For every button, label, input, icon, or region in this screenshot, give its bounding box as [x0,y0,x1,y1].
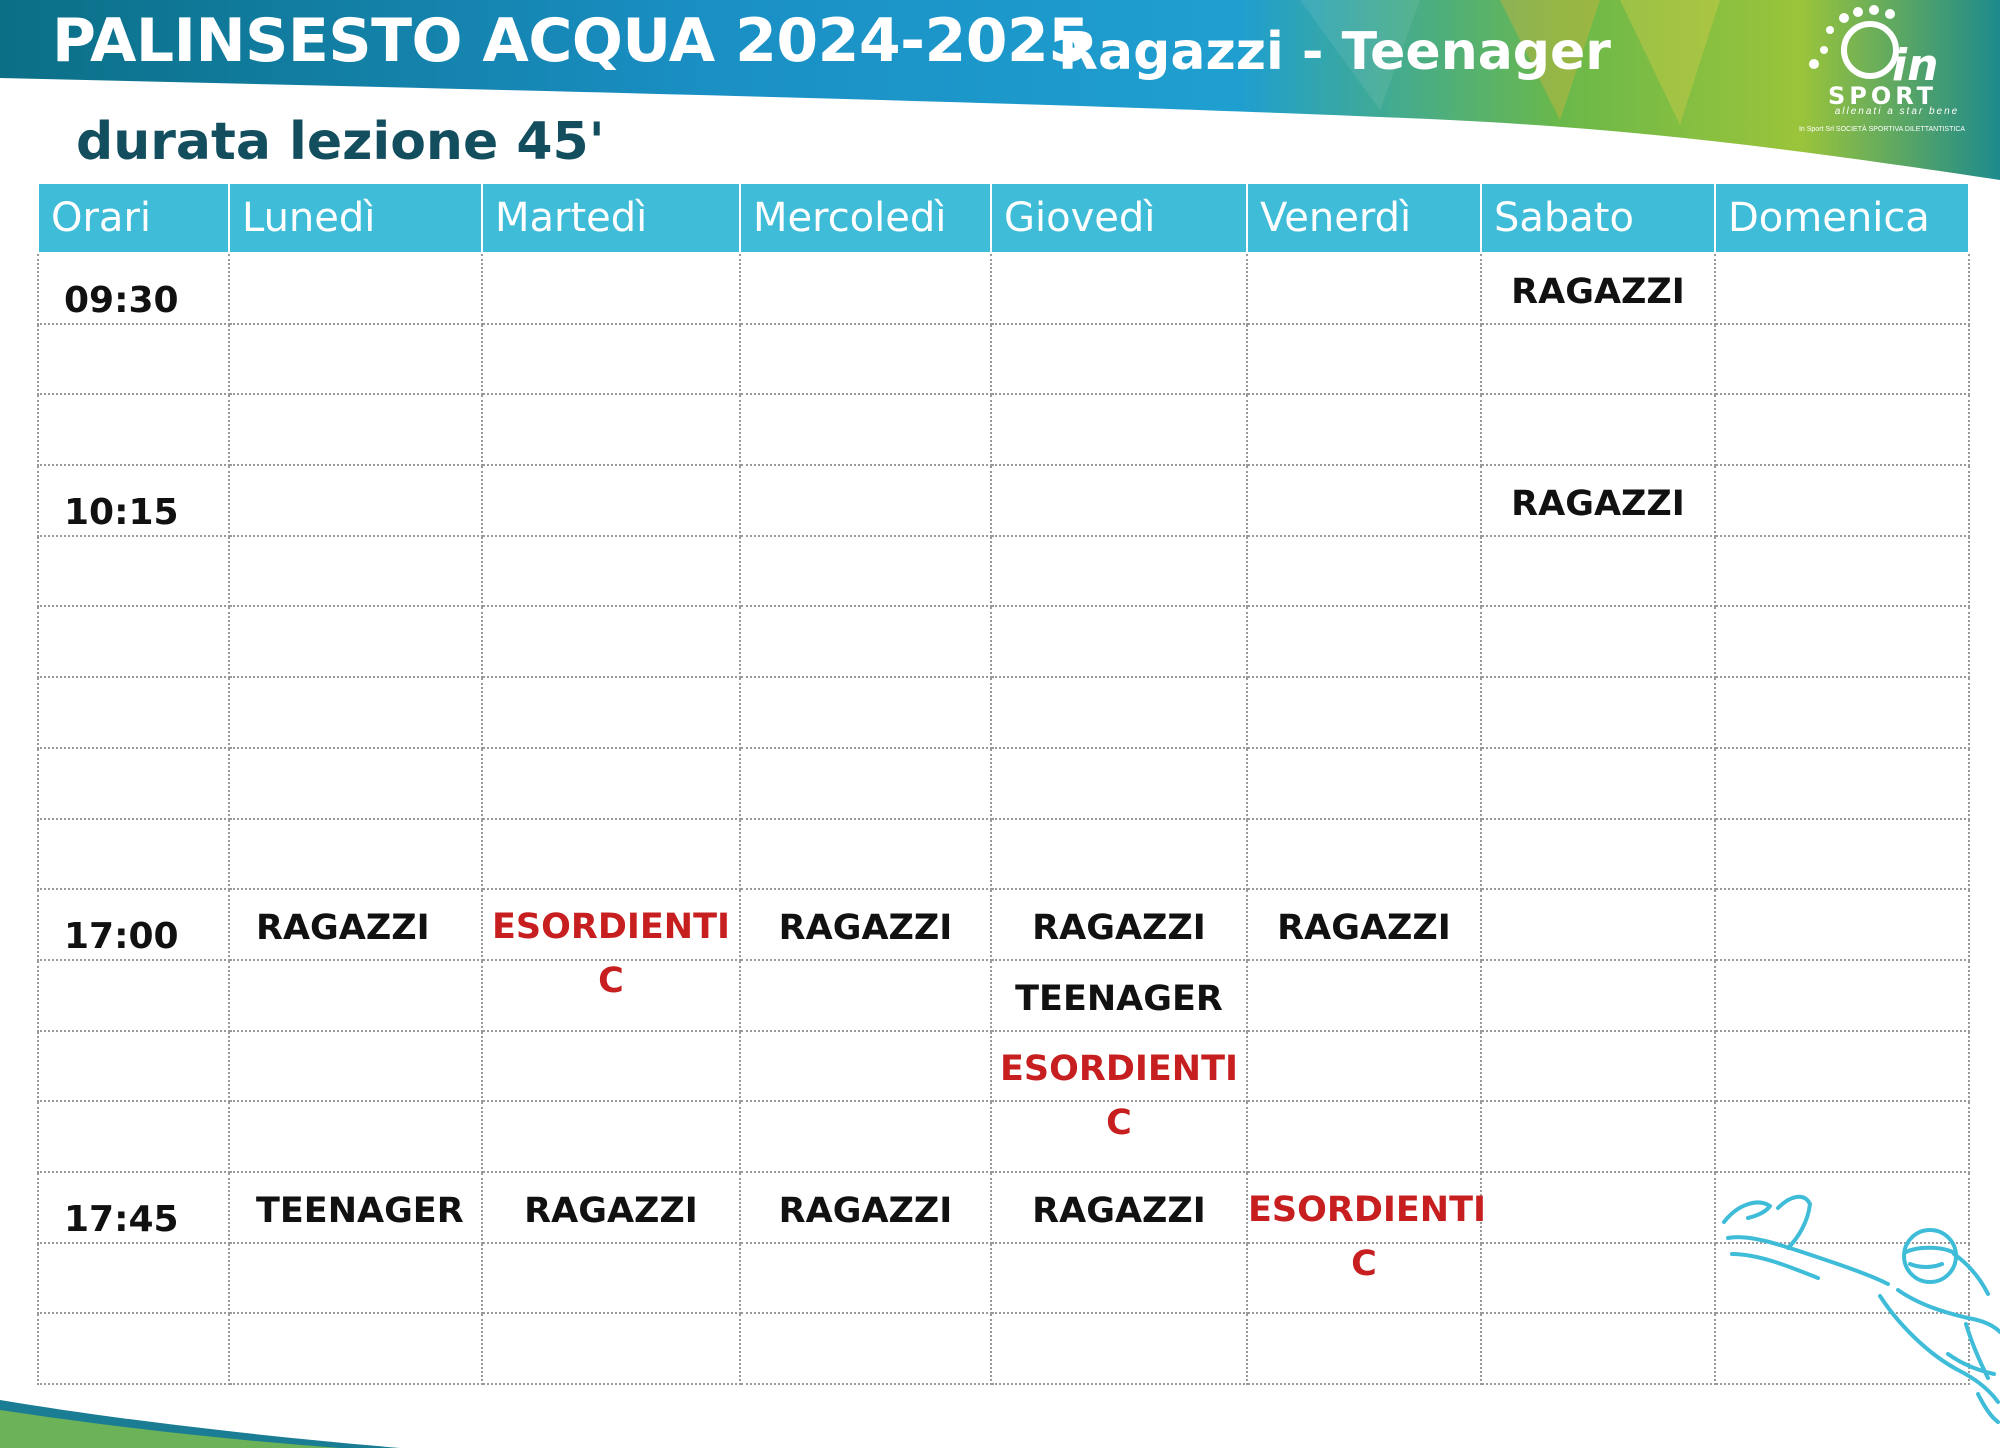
table-row [38,253,1969,324]
table-row [38,889,1969,960]
schedule-cell [991,1172,1247,1243]
svg-text:SPORT: SPORT [1828,82,1938,110]
table-row [38,748,1969,819]
schedule-cell [991,889,1247,960]
schedule-cell [482,1172,740,1243]
table-header-row [38,183,1969,253]
table-row [38,606,1969,677]
schedule-cell [229,1172,482,1243]
table-row [38,536,1969,607]
class-teenager: TEENAGER [1015,978,1223,1019]
col-header-mercoledi: Mercoledì [740,183,991,253]
col-header-sabato: Sabato [1481,183,1715,253]
svg-text:in: in [1892,40,1939,91]
table-row [38,1313,1969,1384]
schedule-cell [482,889,740,1002]
schedule-cell [991,1031,1247,1143]
page-subtitle: Ragazzi - Teenager [1058,22,1611,82]
schedule-table [37,182,1970,1385]
col-header-venerdi: Venerdì [1247,183,1481,253]
col-header-domenica: Domenica [1715,183,1969,253]
time-cell [38,465,229,536]
class-ragazzi: RAGAZZI [524,1190,698,1231]
class-ragazzi: RAGAZZI [1032,1190,1206,1231]
time-cell [38,253,229,324]
schedule-cell [740,889,991,960]
class-esordienti-c: ESORDIENTI C [1000,1048,1238,1143]
table-row [38,677,1969,748]
schedule-cell [1247,889,1481,960]
logo-fine-print: In Sport Srl SOCIETÀ SPORTIVA DILETTANTISTICA [1798,126,1966,133]
col-header-martedi: Martedì [482,183,740,253]
class-esordienti-c: ESORDIENTI C [1248,1189,1486,1284]
time-label: 09:30 [64,279,179,321]
schedule-cell [991,960,1247,1031]
table-row [38,324,1969,395]
class-teenager: TEENAGER [256,1190,464,1231]
class-ragazzi: RAGAZZI [1032,908,1206,949]
class-esordienti-c: ESORDIENTI C [492,907,730,1002]
table-row [38,465,1969,536]
table-row [38,960,1969,1031]
schedule-cell [1247,1172,1486,1284]
col-header-orari: Orari [38,183,229,253]
footer-wave [0,1400,400,1448]
col-header-lunedi: Lunedì [229,183,482,253]
table-row [38,1172,1969,1243]
class-ragazzi: RAGAZZI [1511,272,1685,312]
time-cell [38,1172,229,1243]
table-row [38,819,1969,890]
schedule-cell [1481,465,1715,536]
time-cell [38,889,229,960]
lesson-duration: durata lezione 45' [76,112,605,172]
col-header-giovedi: Giovedì [991,183,1247,253]
class-ragazzi: RAGAZZI [1277,908,1451,949]
time-label: 17:00 [64,915,179,957]
schedule-cell [740,1172,991,1243]
page-title: PALINSESTO ACQUA 2024-2025 [52,6,1090,76]
class-ragazzi: RAGAZZI [1511,484,1685,525]
class-ragazzi: RAGAZZI [778,908,953,949]
time-label: 17:45 [64,1198,179,1240]
class-ragazzi: RAGAZZI [256,908,430,949]
class-ragazzi: RAGAZZI [778,1190,953,1231]
logo-tagline: allenati a star bene [1834,106,1960,117]
time-label: 10:15 [64,491,179,533]
insport-logo [1780,4,1980,140]
table-row [38,394,1969,465]
schedule-cell [229,889,482,960]
table-row [38,1101,1969,1172]
swimmer-illustration [1718,1194,2000,1424]
schedule-cell [1481,253,1715,324]
table-row [38,1243,1969,1314]
table-row [38,1031,1969,1102]
